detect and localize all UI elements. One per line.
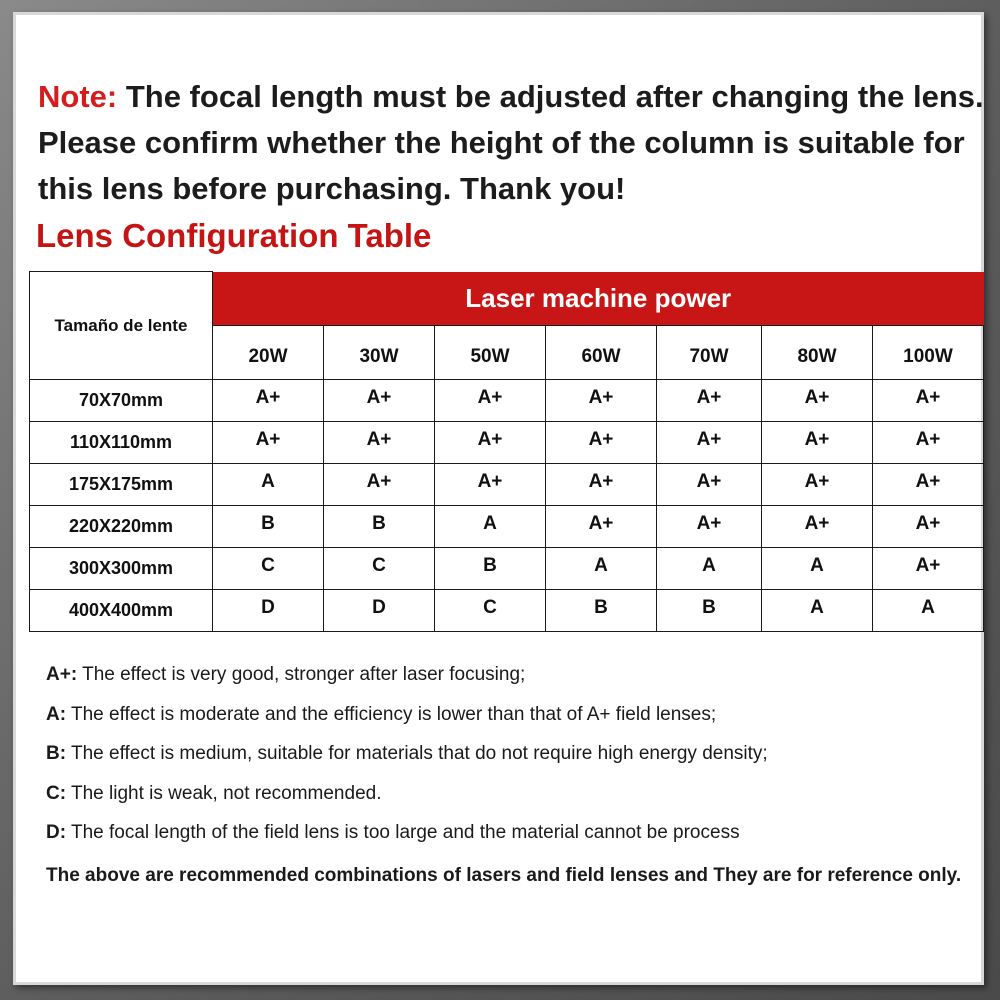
legend-item (46, 700, 976, 740)
table-row (30, 590, 984, 632)
grade-cell: B (324, 506, 435, 548)
power-cell: 80W (762, 326, 873, 380)
grade-cell: A+ (873, 464, 984, 506)
size-cell: 70X70mm (30, 380, 213, 422)
grade-cell: A+ (435, 380, 546, 422)
power-header: Laser machine power (213, 272, 984, 326)
table-row (30, 422, 984, 464)
grade-cell: A+ (762, 506, 873, 548)
table-row (30, 548, 984, 590)
grade-cell: A+ (546, 506, 657, 548)
grade-cell: A+ (324, 422, 435, 464)
legend-key: A+: (46, 664, 78, 685)
legend-key: C: (46, 782, 67, 804)
grade-cell: A (873, 590, 984, 632)
size-cell: 175X175mm (30, 464, 213, 506)
legend-item (46, 818, 976, 858)
legend-text: The focal length of the field lens is too large and the material cannot be process (66, 822, 740, 843)
grade-cell: A (435, 506, 546, 548)
legend-key: A: (46, 703, 67, 725)
grade-cell: A+ (213, 422, 324, 464)
legend-key: B: (46, 743, 67, 764)
legend-item (46, 779, 976, 819)
legend-item (46, 660, 976, 700)
grade-cell: C (435, 590, 546, 632)
grade-cell: A+ (657, 506, 762, 548)
grade-cell: A+ (873, 380, 984, 422)
legend-text: The effect is moderate and the efficiency is lower than that of A+ field lenses; (66, 703, 717, 725)
grade-cell: A+ (213, 380, 324, 422)
note-label: Note: (38, 79, 118, 114)
grade-cell: D (324, 590, 435, 632)
size-cell: 400X400mm (30, 590, 213, 632)
grade-cell: A+ (762, 380, 873, 422)
document-card (13, 12, 984, 985)
size-cell: 300X300mm (30, 548, 213, 590)
grade-cell: B (435, 548, 546, 590)
table-title: Lens Configuration Table (36, 217, 432, 254)
grade-cell: B (657, 590, 762, 632)
power-cell: 30W (324, 326, 435, 380)
grade-cell: B (213, 506, 324, 548)
legend-text: The effect is very good, stronger after laser focusing; (77, 664, 526, 685)
grade-cell: A (657, 548, 762, 590)
grade-cell: D (213, 590, 324, 632)
size-cell: 220X220mm (30, 506, 213, 548)
grade-cell: A+ (546, 464, 657, 506)
grade-cell: A+ (546, 422, 657, 464)
grade-cell: A (762, 590, 873, 632)
grade-cell: A+ (873, 506, 984, 548)
grade-cell: A+ (324, 464, 435, 506)
grade-cell: C (324, 548, 435, 590)
size-header: Tamaño de lente (30, 272, 213, 380)
grade-cell: B (546, 590, 657, 632)
legend-text: The effect is medium, suitable for materials that do not require high energy density; (66, 743, 768, 764)
legend-key: D: (46, 822, 67, 843)
power-cell: 70W (657, 326, 762, 380)
grade-cell: A+ (435, 422, 546, 464)
grade-cell: A (546, 548, 657, 590)
table-row (30, 464, 984, 506)
grade-cell: A+ (435, 464, 546, 506)
grade-cell: A (762, 548, 873, 590)
legend-text: The light is weak, not recommended. (66, 782, 382, 804)
grade-cell: A+ (657, 422, 762, 464)
closing-note: The above are recommended combinations of lasers and field lenses and They are for reference only. (46, 865, 962, 886)
grade-cell: A+ (762, 422, 873, 464)
power-cell: 100W (873, 326, 984, 380)
note-paragraph (38, 74, 988, 212)
legend-item (46, 739, 976, 779)
lens-config-table (29, 271, 984, 632)
grade-cell: A+ (873, 422, 984, 464)
grade-cell: A+ (657, 380, 762, 422)
power-cell: 50W (435, 326, 546, 380)
grade-cell: A+ (873, 548, 984, 590)
table-row (30, 506, 984, 548)
note-text: The focal length must be adjusted after changing the lens. Please confirm whether the height of the column is suitable for this lens before purchasing. Thank you! (38, 79, 984, 206)
grade-cell: A+ (546, 380, 657, 422)
grade-cell: A+ (657, 464, 762, 506)
power-cell: 60W (546, 326, 657, 380)
power-cell: 20W (213, 326, 324, 380)
grade-cell: A+ (762, 464, 873, 506)
grade-cell: C (213, 548, 324, 590)
size-cell: 110X110mm (30, 422, 213, 464)
grade-cell: A (213, 464, 324, 506)
grade-legend (46, 660, 976, 858)
grade-cell: A+ (324, 380, 435, 422)
table-row (30, 380, 984, 422)
